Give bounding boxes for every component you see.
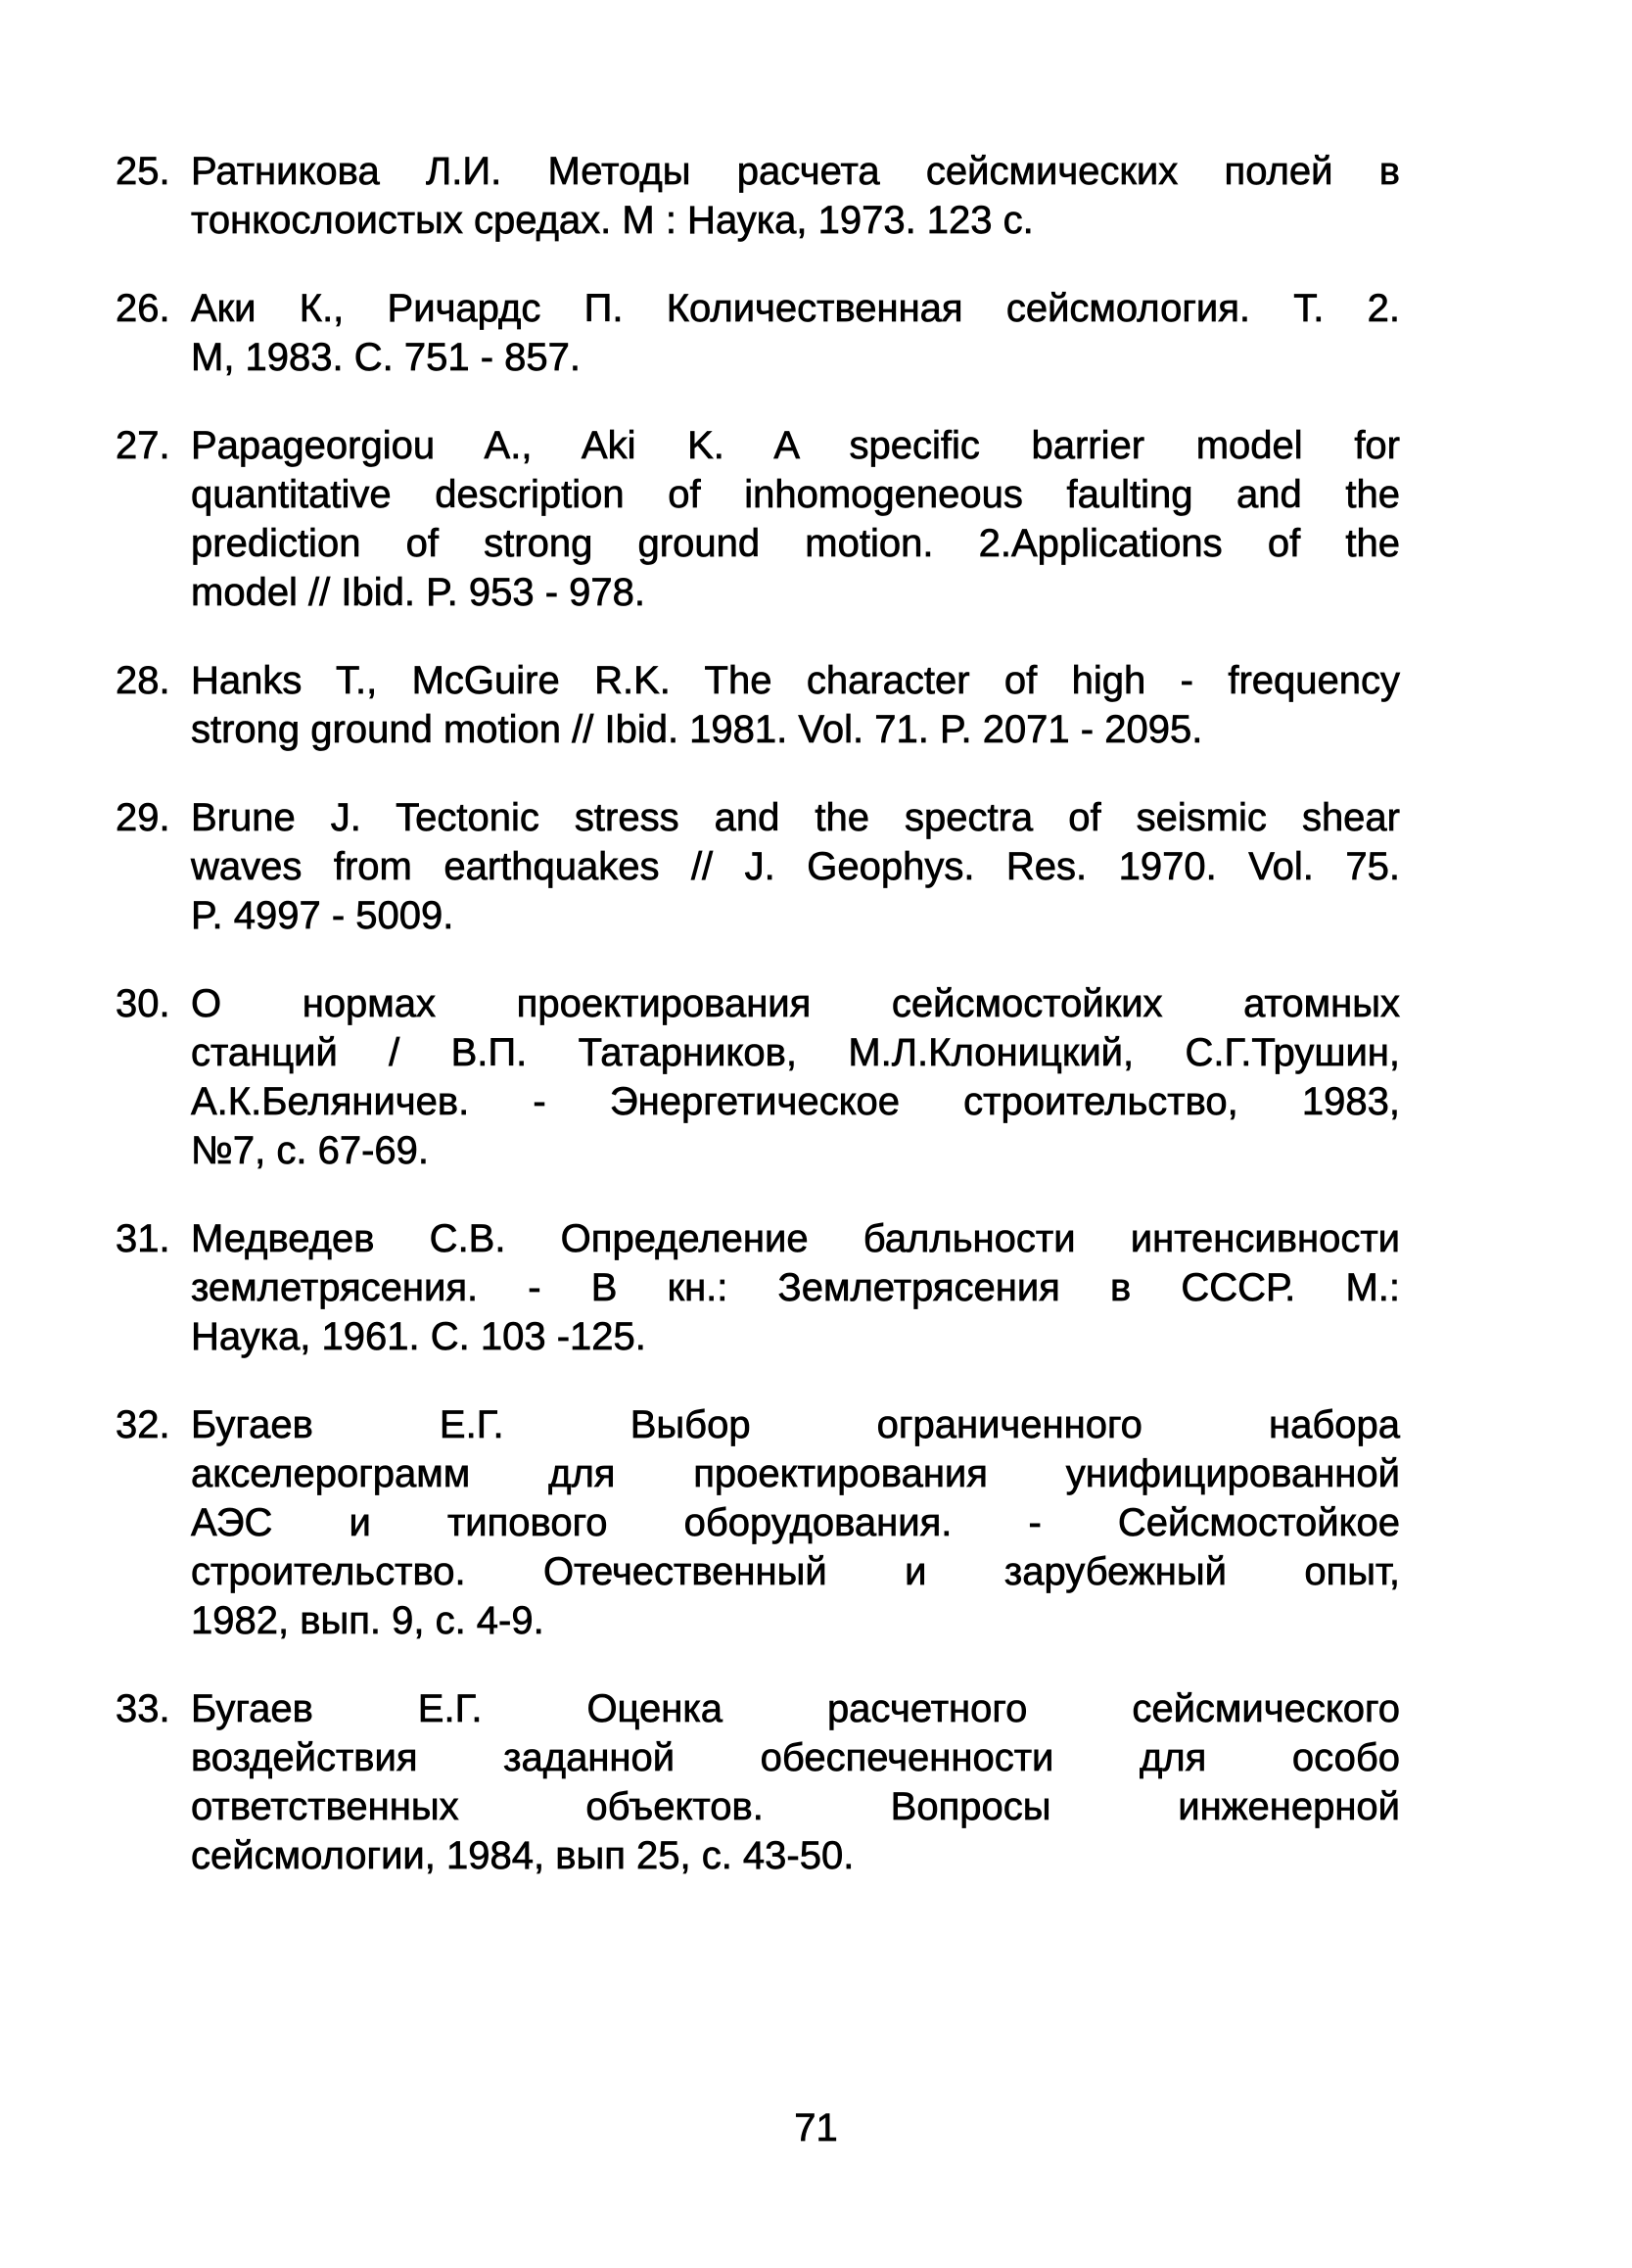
reference-line: А.К.Беляничев. - Энергетическое строительство, 1983,: [191, 1080, 1400, 1123]
reference-line: строительство. Отечественный и зарубежный опыт,: [191, 1550, 1400, 1593]
reference-line: strong ground motion // Ibid. 1981. Vol. 71. P. 2071 - 2095.: [191, 708, 1203, 751]
reference-item: [116, 147, 1400, 245]
reference-number: 29.: [116, 796, 170, 839]
reference-number: 28.: [116, 659, 170, 702]
reference-line: О нормах проектирования сейсмостойких атомных: [191, 982, 1400, 1025]
reference-line: №7, с. 67-69.: [191, 1129, 430, 1172]
reference-item: [116, 1214, 1400, 1361]
reference-item: [116, 1684, 1400, 1880]
reference-text: [191, 284, 1400, 382]
page-number: 71: [794, 2106, 838, 2150]
reference-line: Бугаев Е.Г. Выбор ограниченного набора: [191, 1403, 1400, 1446]
reference-number: 27.: [116, 424, 170, 467]
reference-line: тонкослоистых средах. М : Наука, 1973. 123 с.: [191, 199, 1034, 242]
reference-number: 33.: [116, 1687, 170, 1730]
reference-text: [191, 1684, 1400, 1880]
reference-item: [116, 979, 1400, 1175]
reference-item: [116, 656, 1400, 754]
reference-line: АЭС и типового оборудования. - Сейсмостойкое: [191, 1501, 1400, 1544]
reference-line: ответственных объектов. Вопросы инженерной: [191, 1785, 1400, 1828]
reference-line: Papageorgiou A., Aki K. A specific barrier model for: [191, 424, 1400, 467]
reference-line: Ратникова Л.И. Методы расчета сейсмических полей в: [191, 150, 1400, 193]
reference-line: акселерограмм для проектирования унифицированной: [191, 1452, 1400, 1495]
reference-number: 31.: [116, 1217, 170, 1260]
reference-line: Hanks T., McGuire R.K. The character of high - frequency: [191, 659, 1400, 702]
reference-line: сейсмологии, 1984, вып 25, с. 43-50.: [191, 1834, 855, 1877]
reference-text: [191, 1214, 1400, 1361]
reference-line: станций / В.П. Татарников, М.Л.Клоницкий, С.Г.Трушин,: [191, 1031, 1400, 1074]
reference-line: М, 1983. С. 751 - 857.: [191, 336, 582, 379]
reference-line: model // Ibid. P. 953 - 978.: [191, 571, 646, 614]
reference-text: [191, 1400, 1400, 1645]
reference-text: [191, 793, 1400, 940]
reference-line: воздействия заданной обеспеченности для особо: [191, 1736, 1400, 1779]
reference-list: [116, 147, 1400, 1880]
reference-line: waves from earthquakes // J. Geophys. Res. 1970. Vol. 75.: [191, 845, 1400, 888]
reference-text: [191, 979, 1400, 1175]
reference-line: Аки К., Ричардс П. Количественная сейсмология. Т. 2.: [191, 287, 1400, 330]
reference-item: [116, 1400, 1400, 1645]
reference-item: [116, 793, 1400, 940]
reference-line: Brune J. Tectonic stress and the spectra of seismic shear: [191, 796, 1400, 839]
reference-line: P. 4997 - 5009.: [191, 894, 454, 937]
reference-line: quantitative description of inhomogeneous faulting and the: [191, 473, 1400, 516]
reference-number: 32.: [116, 1403, 170, 1446]
reference-item: [116, 284, 1400, 382]
reference-text: [191, 656, 1400, 754]
reference-number: 26.: [116, 287, 170, 330]
reference-line: prediction of strong ground motion. 2.Applications of the: [191, 522, 1400, 565]
reference-text: [191, 147, 1400, 245]
reference-text: [191, 421, 1400, 617]
reference-line: Наука, 1961. С. 103 -125.: [191, 1315, 646, 1358]
reference-line: 1982, вып. 9, с. 4-9.: [191, 1599, 544, 1642]
reference-number: 30.: [116, 982, 170, 1025]
reference-item: [116, 421, 1400, 617]
reference-number: 25.: [116, 150, 170, 193]
reference-line: землетрясения. - В кн.: Землетрясения в СССР. М.:: [191, 1266, 1400, 1309]
reference-line: Бугаев Е.Г. Оценка расчетного сейсмического: [191, 1687, 1400, 1730]
reference-line: Медведев С.В. Определение балльности интенсивности: [191, 1217, 1400, 1260]
